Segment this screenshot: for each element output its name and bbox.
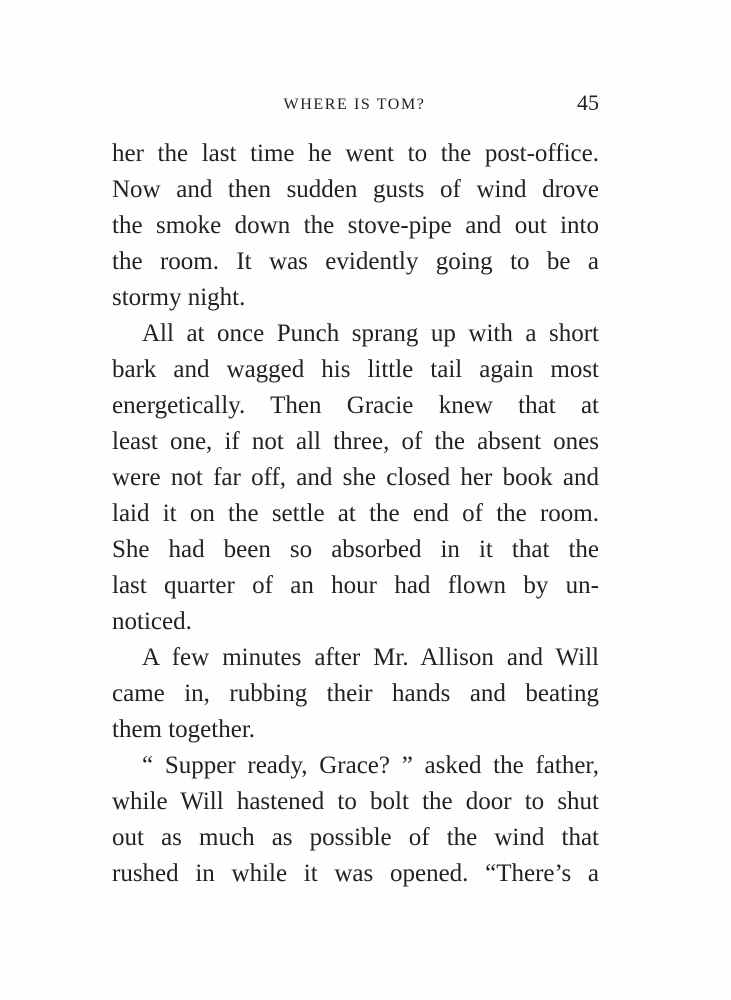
text-line: She had been so absorbed in it that the: [112, 536, 599, 563]
text-line: A few minutes after Mr. Allison and Will: [142, 644, 599, 671]
running-title: WHERE IS TOM?: [283, 96, 426, 113]
text-line: stormy night.: [112, 284, 246, 311]
text-line: Now and then sudden gusts of wind drove: [112, 176, 599, 203]
text-line: her the last time he went to the post-office.: [112, 140, 599, 167]
text-line: noticed.: [112, 608, 192, 635]
body-text: [112, 136, 599, 892]
text-line: laid it on the settle at the end of the room.: [112, 500, 599, 527]
text-line: “ Supper ready, Grace? ” asked the father,: [142, 752, 599, 779]
text-line: bark and wagged his little tail again most: [112, 356, 599, 383]
text-line: the smoke down the stove-pipe and out into: [112, 212, 599, 239]
text-line: came in, rubbing their hands and beating: [112, 680, 599, 707]
text-line: were not far off, and she closed her book and: [112, 464, 599, 491]
text-line: least one, if not all three, of the absent ones: [112, 428, 599, 455]
text-line: the room. It was evidently going to be a: [112, 248, 599, 275]
text-line: energetically. Then Gracie knew that at: [112, 392, 599, 419]
text-line: while Will hastened to bolt the door to shut: [112, 788, 599, 815]
text-line: All at once Punch sprang up with a short: [142, 320, 599, 347]
text-line: last quarter of an hour had flown by un-: [112, 572, 599, 599]
running-head: [110, 90, 599, 118]
text-line: out as much as possible of the wind that: [112, 824, 599, 851]
page-number: 45: [577, 90, 599, 115]
text-line: them together.: [112, 716, 256, 743]
text-line: rushed in while it was opened. “There’s a: [112, 860, 599, 887]
